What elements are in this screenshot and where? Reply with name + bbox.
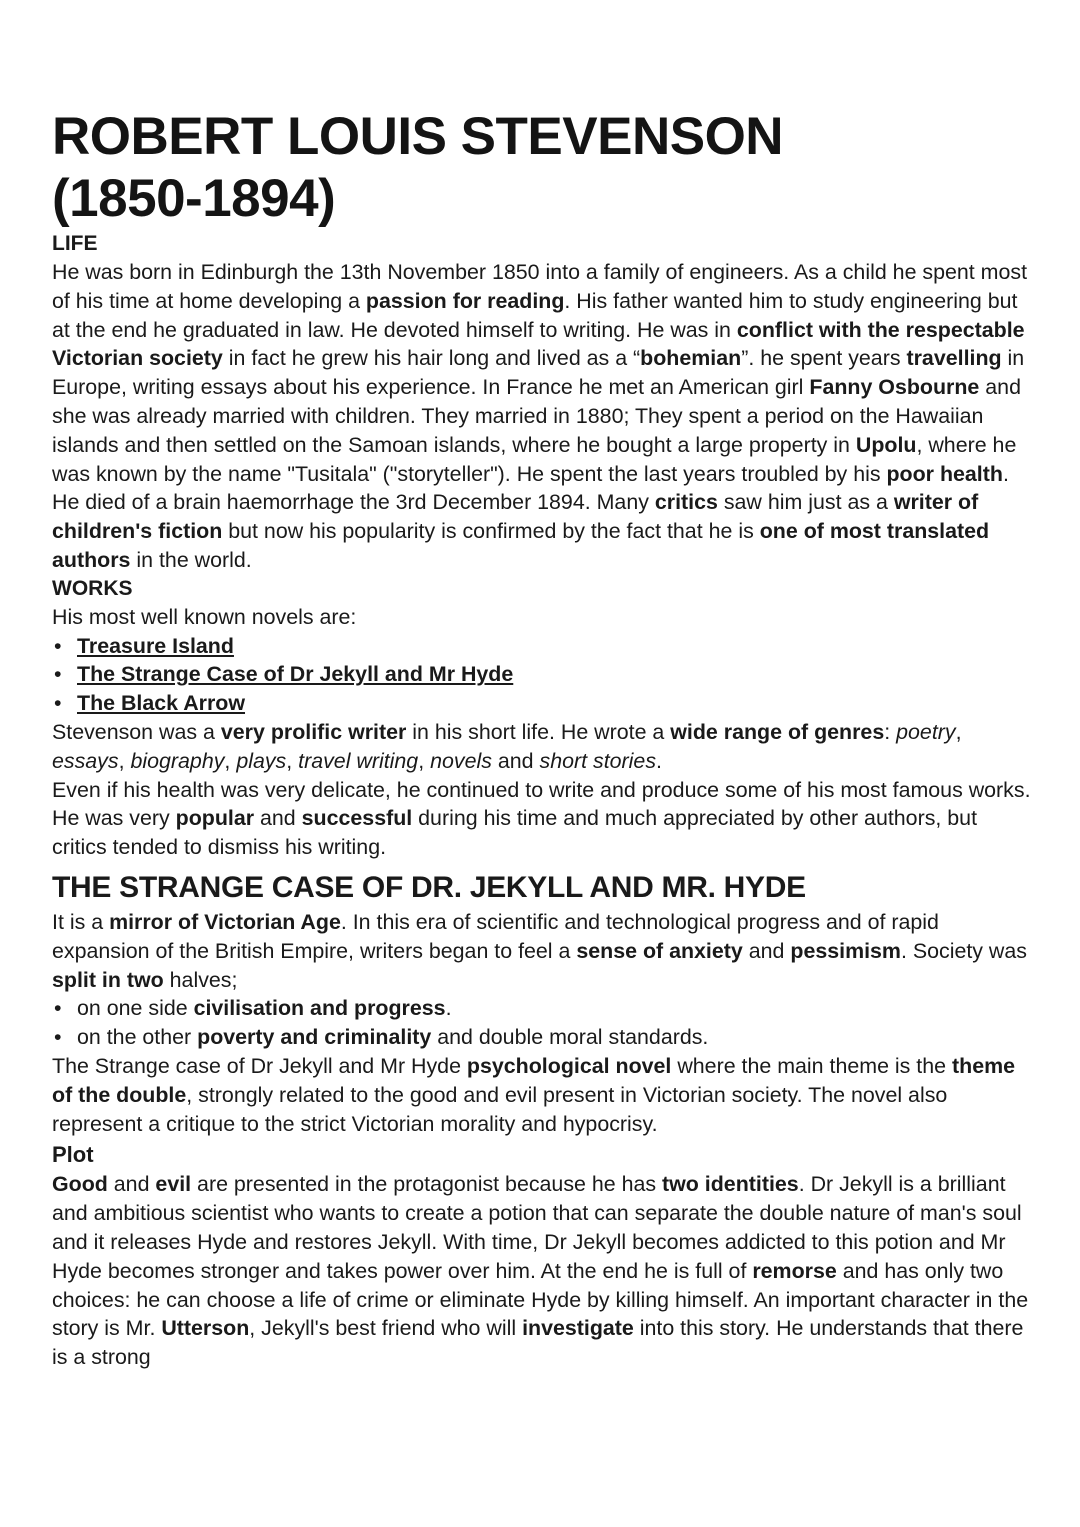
document-page: [52, 106, 1037, 1372]
list-item: • on the other poverty and criminality and double moral standards.: [52, 1023, 1037, 1052]
novel-context-paragraph: It is a mirror of Victorian Age. In this era of scientific and technological progress and of rapid expansion of the British Empire, writers began to feel a sense of anxiety and pessimism. Society was split in two halves;: [52, 909, 1027, 992]
list-item: • on one side civilisation and progress.: [52, 994, 1037, 1023]
list-item: [52, 660, 1037, 689]
bullet-icon: •: [54, 1025, 62, 1050]
novel-heading: THE STRANGE CASE OF DR. JEKYLL AND MR. HYDE: [52, 870, 806, 904]
title-name: ROBERT LOUIS STEVENSON: [52, 107, 784, 166]
society-list: [52, 994, 1037, 1052]
novel-title: The Strange Case of Dr Jekyll and Mr Hyde: [77, 662, 514, 687]
bullet-icon: •: [54, 691, 62, 716]
life-paragraph: He was born in Edinburgh the 13th November 1850 into a family of engineers. As a child he spent most of his time at home developing a passion for reading. His father wanted him to study engineering but at the end he graduated in law. He devoted himself to writing. He was in conflict with the respectable Victorian society in fact he grew his hair long and lived as a “bohemian”. he spent years travelling in Europe, writing essays about his experience. In France he met an American girl Fanny Osbourne and she was already married with children. They married in 1880; They spent a period on the Hawaiian islands and then settled on the Samoan islands, where he bought a large property in Upolu, where he was known by the name "Tusitala" ("storyteller"). He spent the last years troubled by his poor health. He died of a brain haemorrhage the 3rd December 1894. Many critics saw him just as a writer of children's fiction but now his popularity is confirmed by the fact that he is one of most translated authors in the world.: [52, 260, 1028, 572]
plot-paragraph: Good and evil are presented in the protagonist because he has two identities. Dr Jekyll is a brilliant and ambitious scientist who wants to create a potion that can separate the double nature of man's soul and it releases Hyde and restores Jekyll. With time, Dr Jekyll becomes addicted to this potion and Mr Hyde becomes stronger and takes power over him. At the end he is full of remorse and has only two choices: he can choose a life of crime or eliminate Hyde by killing himself. An important character in the story is Mr. Utterson, Jekyll's best friend who will investigate into this story. He understands that there is a strong: [52, 1172, 1029, 1370]
novels-list: [52, 632, 1037, 718]
list-item: [52, 689, 1037, 718]
title-dates: (1850-1894): [52, 169, 336, 228]
novel-title: The Black Arrow: [77, 691, 246, 716]
plot-heading: Plot: [52, 1142, 94, 1168]
works-intro: His most well known novels are:: [52, 604, 357, 629]
page-title: [52, 106, 1037, 230]
novel-theme-paragraph: The Strange case of Dr Jekyll and Mr Hyde psychological novel where the main theme is the theme of the double, strongly related to the good and evil present in Victorian society. The novel also represent a critique to the strict Victorian morality and hypocrisy.: [52, 1053, 1016, 1136]
works-genres-paragraph: Stevenson was a very prolific writer in his short life. He wrote a wide range of genres: poetry, essays, biography, plays, travel writing, novels and short stories.: [52, 719, 962, 773]
novel-title: Treasure Island: [77, 633, 234, 658]
works-heading: WORKS: [52, 576, 133, 600]
list-item: [52, 632, 1037, 661]
life-heading: LIFE: [52, 232, 98, 255]
bullet-icon: •: [54, 662, 62, 687]
works-reception-paragraph: He was very popular and successful during his time and much appreciated by other authors, but critics tended to dismiss his writing.: [52, 806, 978, 860]
works-health-paragraph: Even if his health was very delicate, he continued to write and produce some of his most famous works.: [52, 777, 1031, 802]
bullet-icon: •: [54, 996, 62, 1021]
bullet-icon: •: [54, 633, 62, 658]
